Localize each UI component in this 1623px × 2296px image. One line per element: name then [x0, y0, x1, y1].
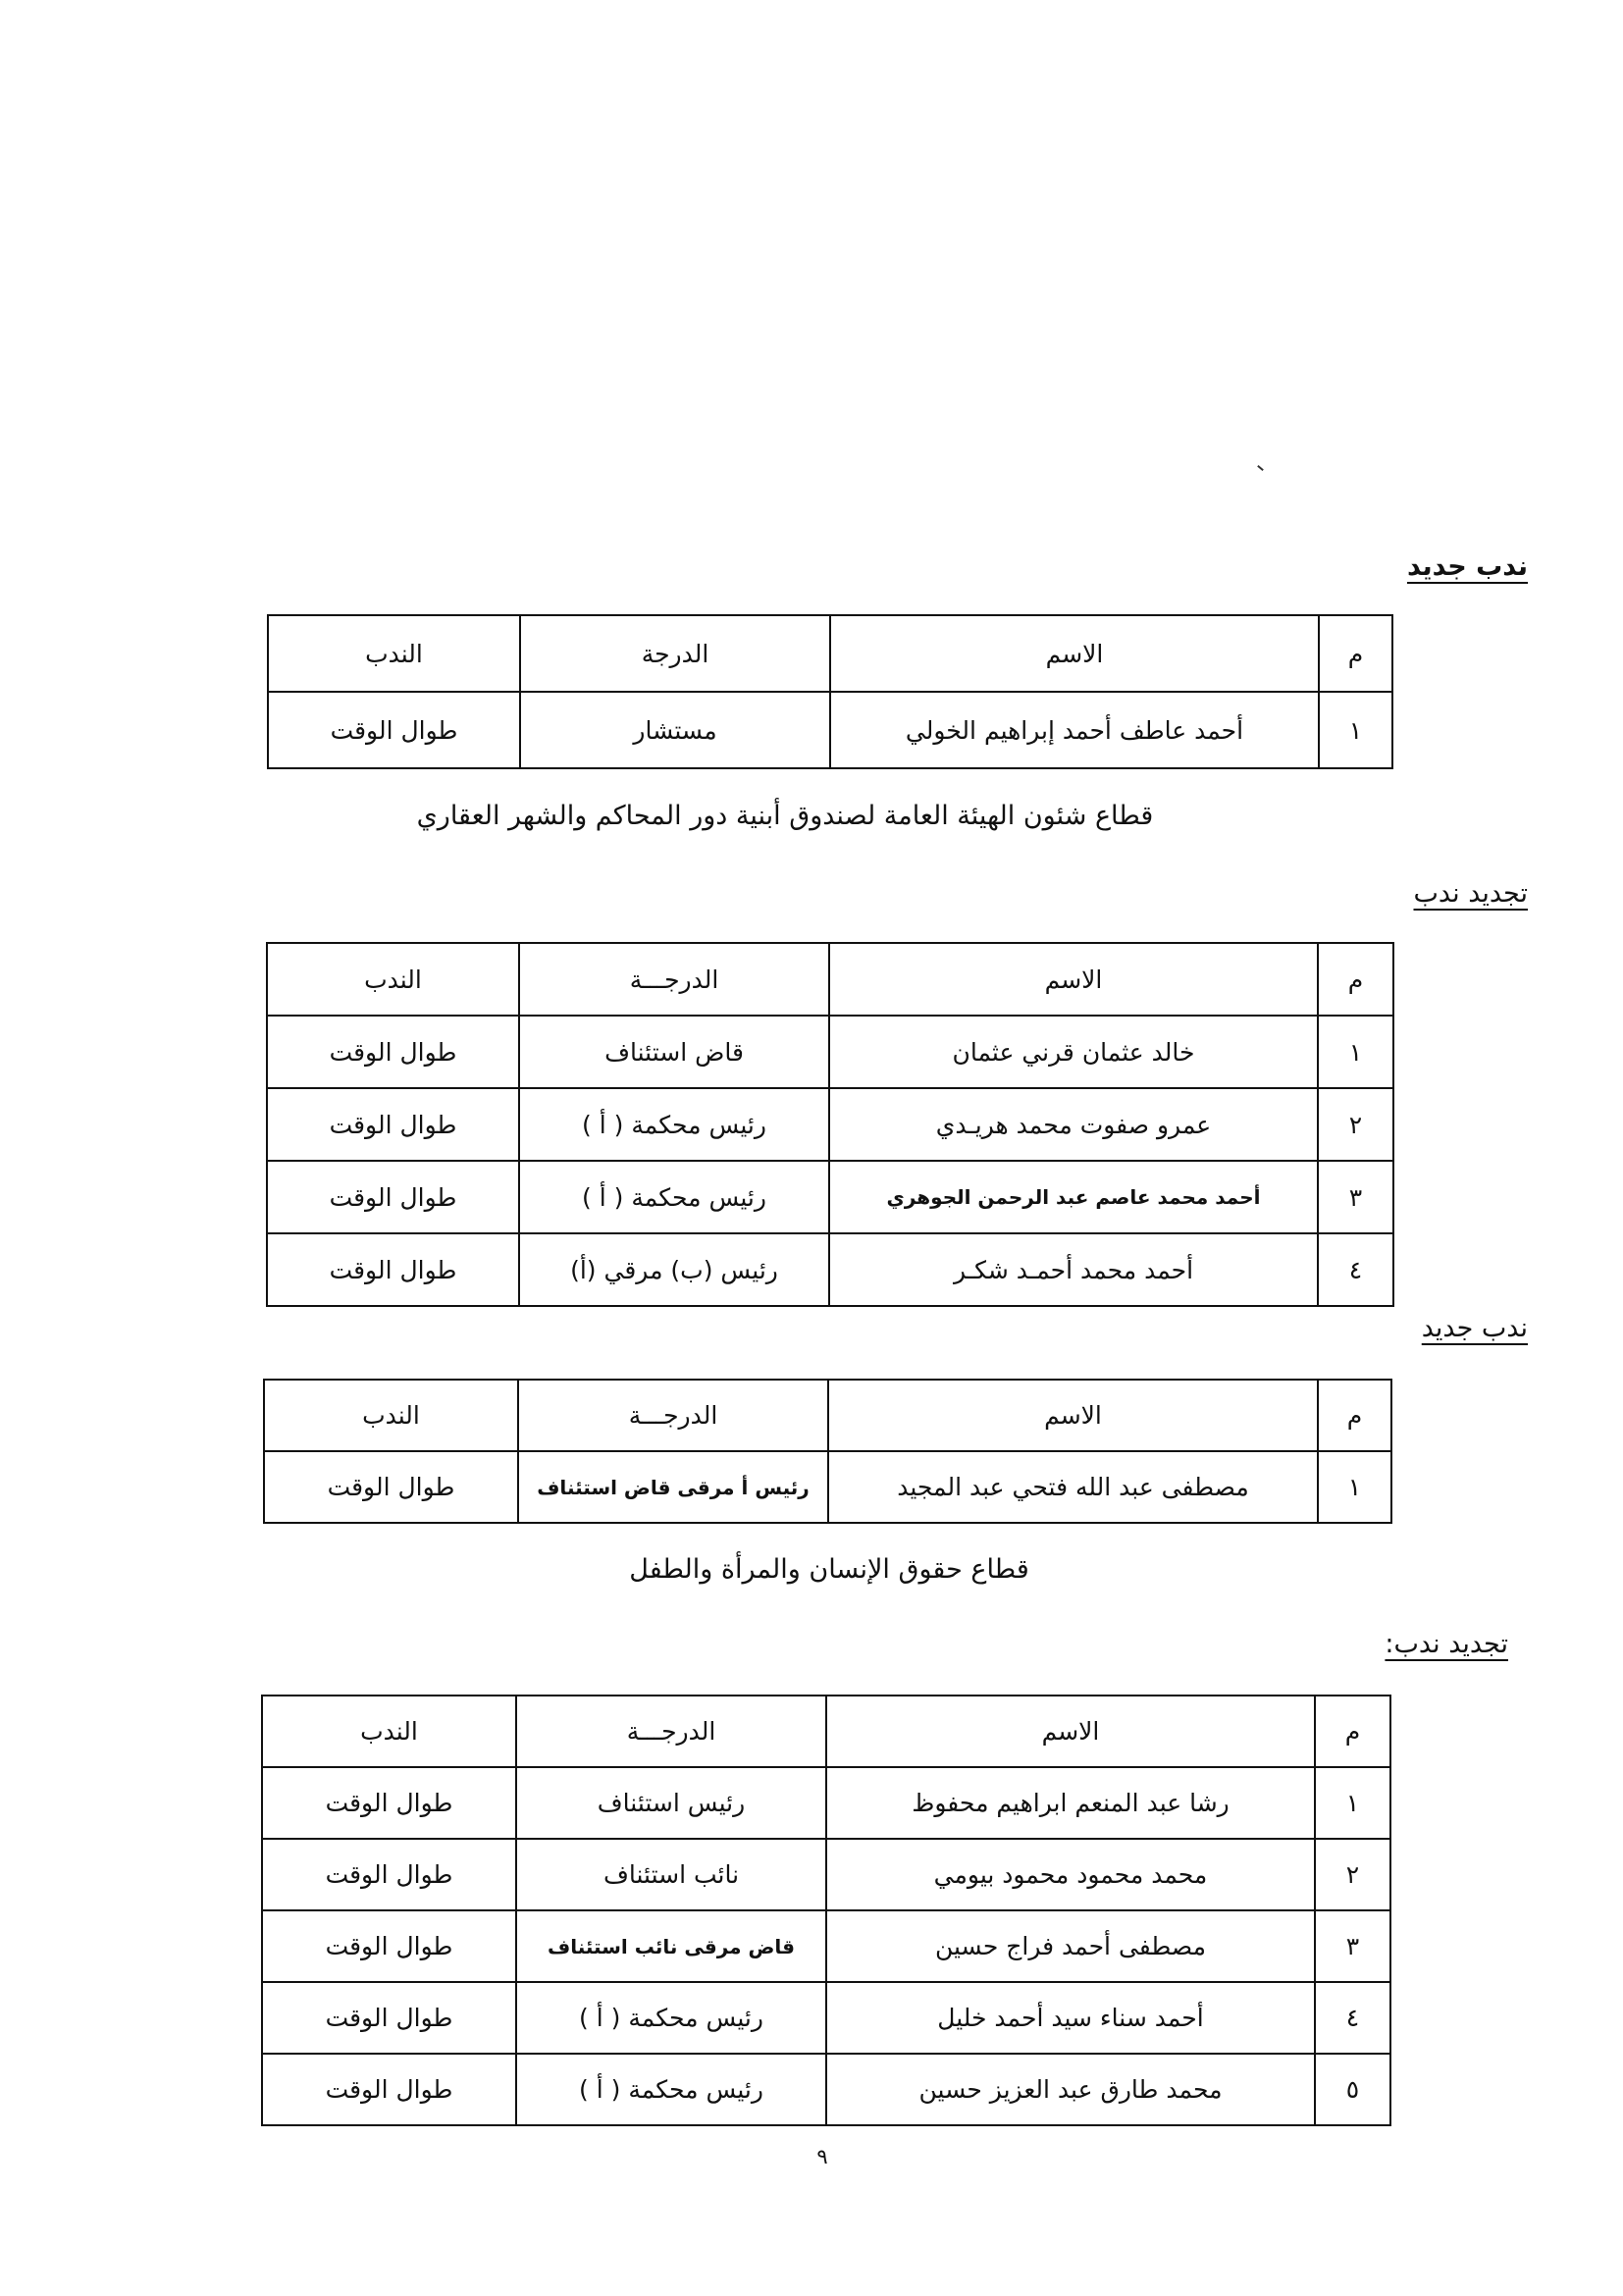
cell-assignment: طوال الوقت — [262, 1982, 516, 2054]
cell-number: ٥ — [1315, 2054, 1390, 2125]
header-cell-assignment: الندب — [267, 943, 519, 1016]
header-cell-grade: الدرجة — [520, 615, 830, 692]
cell-name: أحمد محمد عاصم عبد الرحمن الجوهري — [829, 1161, 1318, 1233]
table-row — [264, 1451, 1391, 1523]
cell-name: أحمد سناء سيد أحمد خليل — [826, 1982, 1315, 2054]
cell-name: رشا عبد المنعم ابراهيم محفوظ — [826, 1767, 1315, 1839]
cell-grade: رئيس (ب) مرقي (أ) — [519, 1233, 829, 1306]
cell-assignment: طوال الوقت — [262, 1910, 516, 1982]
header-cell-grade: الدرجـــة — [518, 1380, 828, 1451]
cell-assignment: طوال الوقت — [262, 2054, 516, 2125]
section-heading-renewal: تجديد ندب: — [1385, 1629, 1508, 1659]
table-row — [262, 1910, 1390, 1982]
cell-grade: رئيس أ مرقى قاض استئناف — [518, 1451, 828, 1523]
cell-name: أحمد محمد أحمـد شكـر — [829, 1233, 1318, 1306]
section-heading-new-assignment: ندب جديد — [1406, 551, 1528, 582]
cell-number: ١ — [1319, 692, 1392, 768]
scan-speck — [1257, 465, 1264, 471]
cell-name: مصطفى أحمد فراج حسين — [826, 1910, 1315, 1982]
header-cell-name: الاسم — [826, 1696, 1315, 1767]
cell-assignment: طوال الوقت — [267, 1161, 519, 1233]
table-row — [262, 1839, 1390, 1910]
table-row — [262, 1767, 1390, 1839]
cell-number: ١ — [1318, 1451, 1391, 1523]
header-cell-assignment: الندب — [262, 1696, 516, 1767]
cell-name: خالد عثمان قرني عثمان — [829, 1016, 1318, 1088]
table-row — [262, 2054, 1390, 2125]
cell-grade: قاض استئناف — [519, 1016, 829, 1088]
cell-assignment: طوال الوقت — [267, 1016, 519, 1088]
cell-number: ٣ — [1318, 1161, 1393, 1233]
cell-grade: رئيس محكمة ( أ ) — [516, 2054, 826, 2125]
cell-number: ١ — [1318, 1016, 1393, 1088]
header-cell-name: الاسم — [828, 1380, 1318, 1451]
table-row — [262, 1982, 1390, 2054]
cell-name: محمد طارق عبد العزيز حسين — [826, 2054, 1315, 2125]
header-cell-grade: الدرجـــة — [519, 943, 829, 1016]
cell-grade: رئيس محكمة ( أ ) — [519, 1161, 829, 1233]
assignments-table-2 — [266, 942, 1394, 1307]
header-cell-number: م — [1318, 943, 1393, 1016]
cell-grade: رئيس محكمة ( أ ) — [516, 1982, 826, 2054]
cell-number: ٣ — [1315, 1910, 1390, 1982]
cell-assignment: طوال الوقت — [268, 692, 520, 768]
cell-grade: رئيس محكمة ( أ ) — [519, 1088, 829, 1161]
header-cell-number: م — [1318, 1380, 1391, 1451]
sector-title-human-rights: قطاع حقوق الإنسان والمرأة والطفل — [629, 1554, 1029, 1585]
header-cell-assignment: الندب — [264, 1380, 518, 1451]
table-header-row — [268, 615, 1392, 692]
assignments-table-3 — [263, 1379, 1392, 1524]
table-row — [268, 692, 1392, 768]
table-row — [267, 1161, 1393, 1233]
page-number: ٩ — [816, 2145, 828, 2168]
cell-assignment: طوال الوقت — [262, 1839, 516, 1910]
cell-name: مصطفى عبد الله فتحي عبد المجيد — [828, 1451, 1318, 1523]
cell-name: أحمد عاطف أحمد إبراهيم الخولي — [830, 692, 1319, 768]
table-row — [267, 1233, 1393, 1306]
cell-grade: قاض مرقى نائب استئناف — [516, 1910, 826, 1982]
section-heading-renewal: تجديد ندب — [1413, 878, 1528, 909]
cell-number: ٢ — [1315, 1839, 1390, 1910]
table-header-row — [264, 1380, 1391, 1451]
header-cell-grade: الدرجـــة — [516, 1696, 826, 1767]
section-heading-new-assignment: ندب جديد — [1421, 1313, 1528, 1343]
cell-number: ٤ — [1318, 1233, 1393, 1306]
cell-assignment: طوال الوقت — [267, 1233, 519, 1306]
cell-number: ١ — [1315, 1767, 1390, 1839]
cell-name: عمرو صفوت محمد هريـدي — [829, 1088, 1318, 1161]
cell-assignment: طوال الوقت — [262, 1767, 516, 1839]
cell-number: ٢ — [1318, 1088, 1393, 1161]
header-cell-name: الاسم — [830, 615, 1319, 692]
header-cell-name: الاسم — [829, 943, 1318, 1016]
cell-name: محمد محمود محمود بيومي — [826, 1839, 1315, 1910]
table-header-row — [267, 943, 1393, 1016]
header-cell-number: م — [1319, 615, 1392, 692]
assignments-table-1 — [267, 614, 1393, 769]
cell-number: ٤ — [1315, 1982, 1390, 2054]
cell-grade: رئيس استئناف — [516, 1767, 826, 1839]
cell-grade: مستشار — [520, 692, 830, 768]
table-row — [267, 1016, 1393, 1088]
header-cell-assignment: الندب — [268, 615, 520, 692]
cell-assignment: طوال الوقت — [267, 1088, 519, 1161]
cell-assignment: طوال الوقت — [264, 1451, 518, 1523]
sector-title-courts-buildings-fund: قطاع شئون الهيئة العامة لصندوق أبنية دور المحاكم والشهر العقاري — [416, 801, 1154, 831]
cell-grade: نائب استئناف — [516, 1839, 826, 1910]
header-cell-number: م — [1315, 1696, 1390, 1767]
table-header-row — [262, 1696, 1390, 1767]
table-row — [267, 1088, 1393, 1161]
assignments-table-4 — [261, 1695, 1391, 2126]
